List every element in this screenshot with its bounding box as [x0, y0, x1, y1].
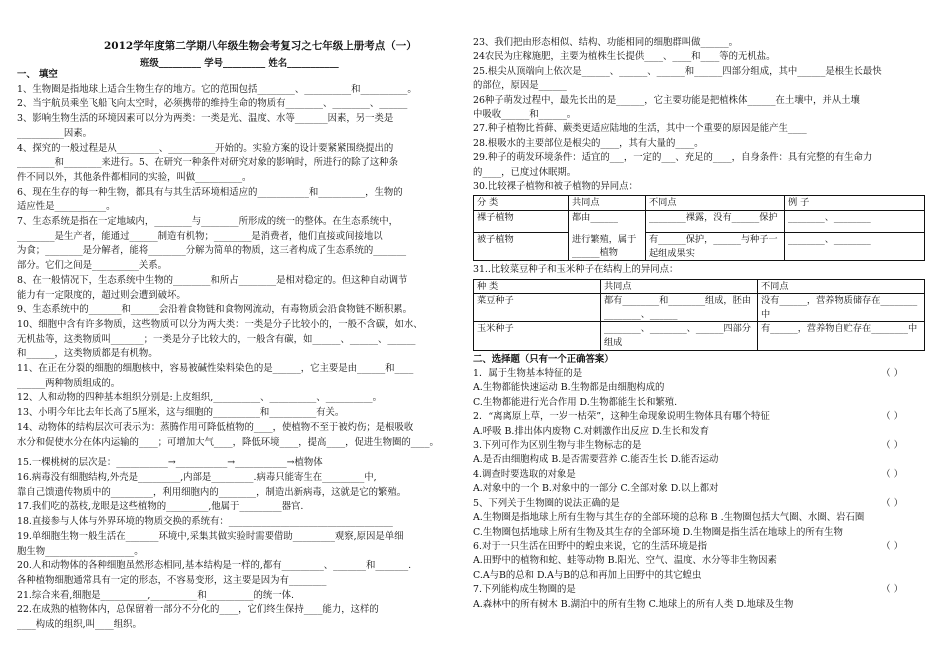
choice-stem: 5、下列关于生物圈的说法正确的是	[473, 497, 620, 509]
question-line: 28.根吸水的主要部位是根尖的____，其有大量的____。	[473, 137, 704, 149]
table-header-cell: 例 子	[785, 196, 925, 211]
question-line: 和______，这类物质都是有机物。	[17, 348, 158, 360]
choice-option[interactable]: A.对象中的一个 B.对象中的一部分 C.全部对象 D.以上都对	[473, 483, 719, 495]
choice-option[interactable]: A.生物都能快速运动 B.生物都是由细胞构成的	[473, 382, 665, 394]
question-line: 无机盐等，这类物质叫_______；一类是分子比较大的，一般含有碳，如______、______、______	[17, 333, 416, 345]
table-header-cell: 分 类	[474, 196, 569, 211]
answer-blank[interactable]: （ ）	[881, 540, 903, 552]
question-line: 24农民为庄稼施肥，主要为植株生长提供____、____和____等的无机盐。	[473, 51, 776, 63]
answer-blank[interactable]: （ ）	[881, 411, 903, 423]
choice-stem: 1．属于生物基本特征的是	[473, 368, 583, 380]
question-line: 4、探究的一般过程是从_________、__________开始的。实验方案的设计要紧紧围绕提出的	[17, 142, 394, 154]
question-line: 3、影响生物生活的环境因素可以分为两类：一类是光、温度、水等_______因素，另一类是	[17, 113, 394, 125]
answer-blank[interactable]: （ ）	[881, 368, 903, 380]
table-cell: ________、________、______四部分组成	[601, 322, 758, 350]
question-line: 19.单细胞生物一般生活在_______环境中,采集其做实验时需要借助_________观察,原因是单细	[17, 530, 404, 542]
table-cell: ________、________	[785, 211, 925, 233]
choice-questions	[473, 367, 933, 612]
question-line: 靠自己馈遗传物质中的_________，利用细胞内的________，制造出新病毒，这就是它的繁殖。	[17, 486, 407, 498]
table-cell: 被子植物	[474, 233, 569, 261]
choice-option[interactable]: C.A与B的总和 D.A与B的总和再加上田野中的其它蝗虫	[473, 569, 702, 581]
question-line: 6、现在生存的每一种生物，都具有与其生活环境相适应的___________和__________，生物的	[17, 186, 403, 198]
question-line: 21.综合来看,细胞是__________,__________和__________的统一体.	[17, 589, 294, 601]
question-line: 15.一棵桃树的层次是：___________→___________→___________→植物体	[17, 457, 323, 469]
table-header-cell: 种 类	[474, 279, 601, 294]
question-line: ________和________来进行。5、在研究一种条件对研究对象的影响时，所进行的除了这种条	[17, 157, 398, 169]
choice-option[interactable]: C.生物都能进行光合作用 D.生物都能生长和繁殖.	[473, 396, 678, 408]
choice-question	[473, 540, 933, 583]
table-cell: ________裸露，没有______保护	[646, 211, 785, 233]
choice-stem: 2．“离离原上草，一岁一枯荣”，这种生命现象说明生物体具有哪个特征	[473, 411, 770, 423]
question-line: 能力有一定限度的，超过则会遭到破坏。	[17, 289, 186, 301]
question-line: 29.种子的萌发环境条件：适宜的___，一定的___、充足的____，自身条件：具有完整的有生命力	[473, 152, 873, 164]
choice-option[interactable]: A.田野中的植物和蛇、蛙等动物 B.阳光、空气、温度、水分等非生物因素	[473, 555, 777, 567]
student-info-line: 班级_________ 学号_________ 姓名___________	[140, 58, 339, 69]
question-line: 的____，已度过休眠期。	[473, 166, 577, 178]
question-line: 部分。它们之间是__________关系。	[17, 260, 168, 272]
question-line: 8、在一般情况下，生态系统中生物的________和所占________是相对稳定的。但这种自动调节	[17, 274, 408, 286]
table-cell: 都有________和________组成，胚由________、______	[601, 294, 758, 322]
table-header-cell: 共同点	[569, 196, 646, 211]
choice-option[interactable]: C.生物圈包括地球上所有生物及其生存的全部环境 D.生物圈是指生活在地球上的所有生物	[473, 526, 843, 538]
table-cell: 没有______，营养物质储存在________中	[758, 294, 925, 322]
question-line: 7、生态系统是指在一定地域内，________与________所形成的统一的整体。在生态系统中，	[17, 216, 398, 228]
choice-option[interactable]: A.呼吸 B.排出体内废物 C.对刺激作出反应 D.生长和发育	[473, 425, 710, 437]
table-header-cell: 不同点	[646, 196, 785, 211]
choice-option[interactable]: A.生物圈是指地球上所有生物与其生存的全部环境的总称 B .生物圈包括大气圈、水圈、岩石圈	[473, 512, 865, 524]
table-cell: 裸子植物	[474, 211, 569, 233]
bean-corn-seed-table	[473, 279, 925, 351]
question-line: 胞生物___________________。	[17, 545, 144, 557]
page-title: 2012学年度第二学期八年级生物会考复习之七年级上册考点（一）	[104, 40, 417, 52]
question-line: 11、在正在分裂的细胞的细胞核中，容易被碱性染料染色的是______，它主要是由______和____	[17, 363, 414, 375]
table-cell: 有______，营养物自贮存在________中	[758, 322, 925, 350]
fill-in-questions	[17, 83, 457, 633]
question-line: 水分和促使水分在体内运输的____；可增加大气____，降低环境____，提高____，促进生物圈的____。	[17, 436, 439, 448]
choice-stem: 3.下列可作为区别生物与非生物标志的是	[473, 440, 642, 452]
question-line: 为食；________是分解者，能将________分解为简单的物质，这三者构成了生态系统的_______	[17, 245, 407, 257]
table-header-cell: 不同点	[758, 279, 925, 294]
section-choice-heading: 二、选择题（只有一个正确答案）	[473, 353, 614, 365]
choice-question	[473, 439, 933, 468]
choice-stem: 4.调查时要选取的对象是	[473, 468, 576, 480]
right-column	[473, 36, 933, 612]
question-line: 30.比较裸子植物和被子植物的异同点：	[473, 181, 638, 193]
question-line: 25.根尖从顶端向上依次是______、______、______和______四部分组成，其中______是根生长最快	[473, 65, 882, 77]
choice-option[interactable]: A.是否由细胞构成 B.是否需要营养 C.能否生长 D.能否运动	[473, 454, 719, 466]
choice-question	[473, 583, 933, 612]
choice-stem: 6.对于一只生活在田野中的蝗虫来说，它的生活环境是指	[473, 540, 707, 552]
table-cell: 玉米种子	[474, 322, 601, 350]
choice-option[interactable]: A.森林中的所有树木 B.湖泊中的所有生物 C.地球上的所有人类 D.地球及生物	[473, 598, 794, 610]
question-line: 18.直接参与人体与外界环境的物质交换的系统有：___________________________________	[17, 516, 393, 528]
fill-in-questions-continued	[473, 36, 933, 194]
question-line: 27.种子植物比苔藓、蕨类更适应陆地的生活，其中一个重要的原因是能产生____	[473, 123, 807, 135]
section-fill-in-heading: 一、 填空	[17, 69, 58, 80]
question-line: ______两种物质组成的。	[17, 377, 121, 389]
question-line: 26种子萌发过程中，最先长出的是______，它主要功能是把植株体______在土壤中，并从土壤	[473, 94, 860, 106]
question-line: 的部位，原因是______	[473, 80, 567, 92]
question-line: 10、细胞中含有许多物质，这些物质可以分为两大类：一类是分子比较小的，一般不含碳，如水、	[17, 318, 423, 330]
left-column	[17, 68, 457, 633]
question-line: 12、人和动物的四种基本组织分别是:上皮组织,__________、__________、__________。	[17, 392, 382, 404]
table-cell: 菜豆种子	[474, 294, 601, 322]
answer-blank[interactable]: （ ）	[881, 584, 903, 596]
question-line: 23、我们把由形态相似、结构、功能相同的细胞群叫做______。	[473, 37, 739, 48]
question-line: 9、生态系统中的_______和______会沿着食物链和食物网流动，有毒物质会沿食物链不断积累。	[17, 304, 413, 316]
question-line: 20.人和动物体的各种细胞虽然形态相同,基本结构是一样的,都有_________、_______和_______.	[17, 560, 412, 572]
question-line: 13、小明今年比去年长高了5厘米，这与细胞的__________和__________有关。	[17, 407, 345, 419]
answer-blank[interactable]: （ ）	[881, 440, 903, 452]
choice-question	[473, 468, 933, 497]
choice-question	[473, 367, 933, 410]
table-cell: 有______保护，______与种子一起组成果实	[646, 233, 785, 261]
choice-stem: 7.下列能构成生物圈的是	[473, 584, 576, 596]
question-line: 件不同以外，其他条件都相同的实验，叫做__________。	[17, 171, 252, 183]
table-cell: ________、________	[785, 233, 925, 261]
answer-blank[interactable]: （ ）	[881, 468, 903, 480]
question-line: 2、当宇航员乘坐飞船飞向太空时，必须携带的维持生命的物质有________、________、______	[17, 98, 408, 110]
gymnosperm-angiosperm-table	[473, 195, 925, 261]
choice-question	[473, 410, 933, 439]
question-line: 17.我们吃的荔枝,龙眼是这些植物的_________,他属于_________器官.	[17, 501, 304, 513]
question-line: 16.病毒没有细胞结构,外壳是_________,内部是_________.病毒只能寄生在_________中,	[17, 471, 377, 483]
table-header-cell: 共同点	[601, 279, 758, 294]
question-line: 各种植物细胞通常具有一定的形态，不容易变形，这主要是因为有________	[17, 574, 327, 586]
question-line: 22.在成熟的植物体内，总保留着一部分不分化的____，它们终生保持____能力，这样的	[17, 604, 379, 616]
answer-blank[interactable]: （ ）	[881, 497, 903, 509]
question-line: 适应性是___________。	[17, 201, 116, 213]
question-line: ____构成的组织,叫____组织。	[17, 619, 142, 631]
question-line: 14、动物体的结构层次可表示为：蒸腾作用可降低植物的____，使植物不至于被灼伤；是根吸收	[17, 421, 414, 433]
question-line: 中吸收______和______。	[473, 109, 577, 121]
question-31: 31..比较菜豆种子和玉米种子在结构上的异同点：	[473, 264, 679, 276]
question-line: 1、生物圈是指地球上适合生物生存的地方。它的范围包括________、__________和__________。	[17, 83, 417, 95]
table-cell: 进行繁殖，属于______植物	[569, 233, 646, 261]
choice-question	[473, 497, 933, 540]
question-line: ________是生产者，能通过______制造有机物；________是消费者，他们直接或间接地以	[17, 230, 383, 242]
question-line: __________因素。	[17, 127, 93, 139]
table-cell: 都由______	[569, 211, 646, 233]
